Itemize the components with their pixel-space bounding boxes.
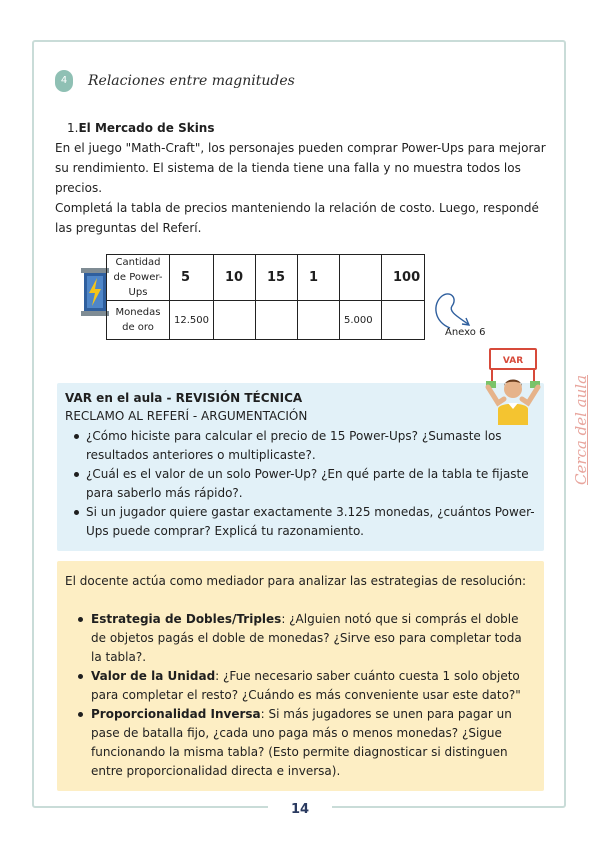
list-item bbox=[65, 610, 535, 667]
list-item: ¿Cuál es el valor de un solo Power-Up? ¿En qué parte de la tabla te fijaste para saberlo más rápido?. bbox=[65, 465, 535, 503]
section-number-badge: 4 bbox=[55, 70, 73, 92]
exercise-text bbox=[55, 118, 555, 238]
exercise-number: 1. bbox=[67, 121, 79, 135]
table-row bbox=[107, 255, 425, 301]
list-item bbox=[65, 667, 535, 705]
side-label: Cerca del aula bbox=[572, 374, 590, 486]
list-item bbox=[65, 705, 535, 781]
var-badge-text: VAR bbox=[502, 356, 524, 366]
strategy-text: : Si más jugadores se unen para pagar un pase de batalla fijo, ¿cada uno paga más o menos monedas? ¿Sigue funcionando la misma tabla? (Esto permite diagnosticar si distinguen entre proporcionalidad directa e inversa). bbox=[91, 707, 512, 778]
page-number: 14 bbox=[268, 800, 332, 820]
var-subtitle: RECLAMO AL REFERÍ - ARGUMENTACIÓN bbox=[65, 409, 308, 423]
list-item: ¿Cómo hiciste para calcular el precio de 15 Power-Ups? ¿Sumaste los resultados anteriores o multiplicaste?. bbox=[65, 427, 535, 465]
strategy-label: Proporcionalidad Inversa bbox=[91, 707, 261, 721]
teacher-intro: El docente actúa como mediador para analizar las estrategias de resolución: bbox=[65, 574, 527, 588]
strategy-list bbox=[65, 610, 535, 781]
table-cell: 5 bbox=[170, 255, 214, 301]
annex-label: Anexo 6 bbox=[445, 327, 486, 338]
exercise-title bbox=[55, 118, 555, 138]
table-cell[interactable] bbox=[340, 255, 382, 301]
exercise-paragraph-1: En el juego "Math-Craft", los personajes pueden comprar Power-Ups para mejorar su rendimiento. El sistema de la tienda tiene una falla y no muestra todos los precios. bbox=[55, 141, 546, 195]
table-cell: 12.500 bbox=[170, 301, 214, 340]
table-cell[interactable] bbox=[214, 301, 256, 340]
var-title: VAR en el aula - REVISIÓN TÉCNICA bbox=[65, 391, 303, 405]
table-cell: 10 bbox=[214, 255, 256, 301]
referee-var-icon bbox=[480, 347, 542, 425]
table-cell[interactable] bbox=[256, 301, 298, 340]
section-header bbox=[55, 70, 295, 92]
table-cell[interactable] bbox=[382, 301, 425, 340]
table-cell: 100 bbox=[382, 255, 425, 301]
strategy-text: : ¿Fue necesario saber cuánto cuesta 1 solo objeto para completar el resto? ¿Cuándo es más conveniente usar este dato?" bbox=[91, 669, 521, 702]
exercise-title-text: El Mercado de Skins bbox=[78, 121, 215, 135]
table-cell: 15 bbox=[256, 255, 298, 301]
strategy-text: : ¿Alguien notó que si comprás el doble de objetos pagás el doble de monedas? ¿Sirve eso para completar toda la tabla?. bbox=[91, 612, 522, 664]
list-item: Si un jugador quiere gastar exactamente 3.125 monedas, ¿cuántos Power-Ups puede comprar? Explicá tu razonamiento. bbox=[65, 503, 535, 541]
strategy-label: Valor de la Unidad bbox=[91, 669, 216, 683]
table-row bbox=[107, 301, 425, 340]
table-row-label: Monedas de oro bbox=[107, 301, 170, 340]
price-table bbox=[106, 254, 425, 340]
teacher-strategy-box bbox=[57, 561, 544, 791]
table-row-label: Cantidad de Power-Ups bbox=[107, 255, 170, 301]
exercise-paragraph-2: Completá la tabla de precios manteniendo la relación de costo. Luego, respondé las preguntas del Referí. bbox=[55, 201, 539, 235]
var-review-box bbox=[57, 383, 544, 551]
section-title: Relaciones entre magnitudes bbox=[88, 73, 295, 89]
strategy-label: Estrategia de Dobles/Triples bbox=[91, 612, 282, 626]
table-cell: 5.000 bbox=[340, 301, 382, 340]
table-cell[interactable] bbox=[298, 301, 340, 340]
table-cell: 1 bbox=[298, 255, 340, 301]
var-question-list bbox=[65, 427, 535, 541]
